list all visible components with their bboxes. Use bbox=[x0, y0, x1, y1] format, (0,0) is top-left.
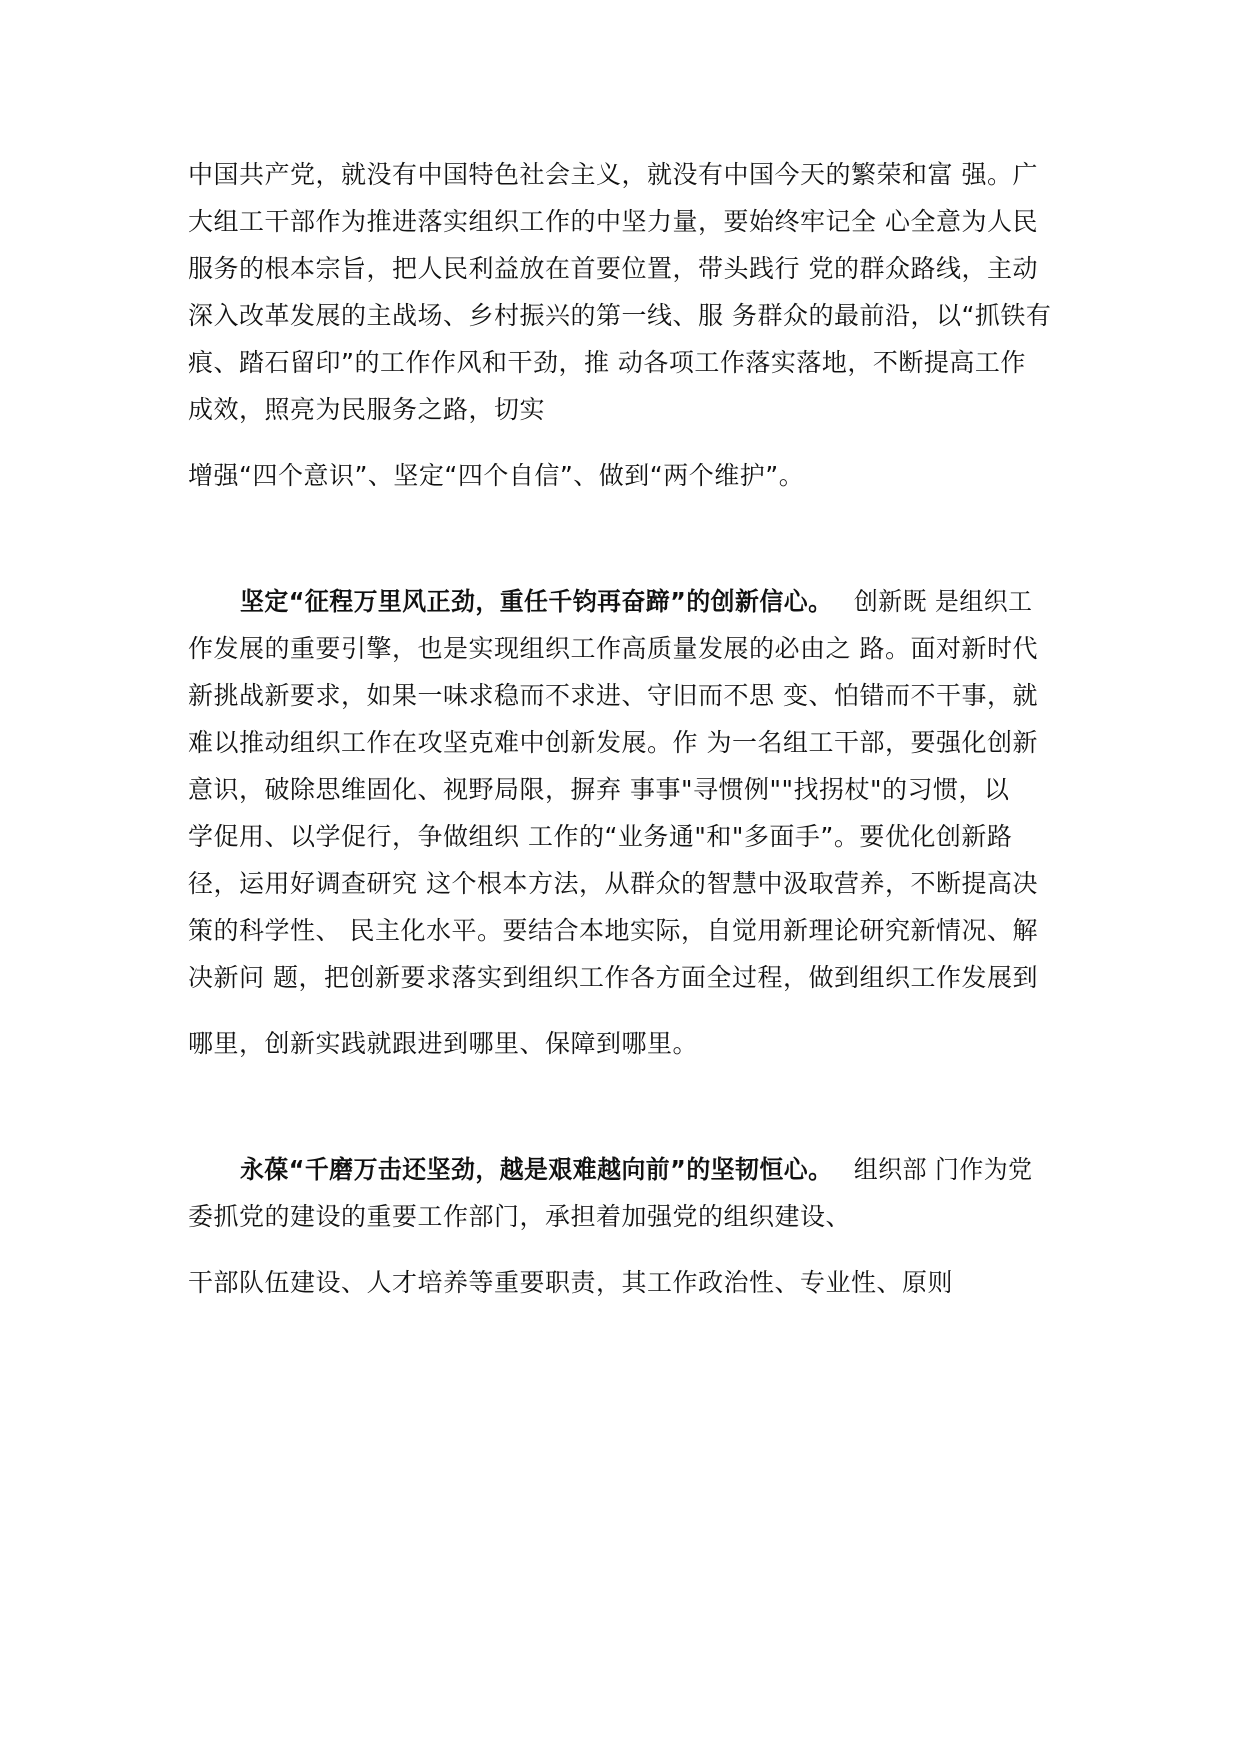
paragraph-2-line: 学促用、以学促行，争做组织 工作的“业务通"和"多面手”。要优化创新路 bbox=[188, 822, 1013, 851]
paragraph-2-line: 意识，破除思维固化、视野局限，摒弃 事事"寻惯例""找拐杖"的习惯，以 bbox=[188, 775, 1010, 804]
paragraph-2-line: 径，运用好调查研究 这个根本方法，从群众的智慧中汲取营养，不断提高决 bbox=[188, 869, 1038, 898]
paragraph-1-line: 中国共产党，就没有中国特色社会主义，就没有中国今天的繁荣和富 强。广 bbox=[188, 160, 1038, 189]
paragraph-2-first-rest: 创新既 是组织工 bbox=[853, 587, 1033, 616]
paragraph-2-first-line bbox=[240, 584, 1080, 620]
paragraph-2-line: 哪里，创新实践就跟进到哪里、保障到哪里。 bbox=[188, 1029, 699, 1058]
paragraph-3-first-line bbox=[240, 1152, 1080, 1188]
paragraph-2-heading: 坚定“征程万里风正劲，重任千钧再奋蹄”的创新信心。 bbox=[240, 587, 833, 616]
paragraph-1-line: 深入改革发展的主战场、乡村振兴的第一线、服 务群众的最前沿，以“抓铁有 bbox=[188, 301, 1052, 330]
paragraph-1-line: 服务的根本宗旨，把人民利益放在首要位置，带头践行 党的群众路线，主动 bbox=[188, 254, 1038, 283]
paragraph-3-line: 干部队伍建设、人才培养等重要职责，其工作政治性、专业性、原则 bbox=[188, 1268, 954, 1297]
paragraph-2-line: 策的科学性、 民主化水平。要结合本地实际，自觉用新理论研究新情况、解 bbox=[188, 916, 1038, 945]
paragraph-1-line: 增强“四个意识”、坚定“四个自信”、做到“两个维护”。 bbox=[188, 461, 805, 490]
paragraph-3-heading: 永葆“千磨万击还坚劲，越是艰难越向前”的坚韧恒心。 bbox=[240, 1155, 833, 1184]
paragraph-1-line: 大组工干部作为推进落实组织工作的中坚力量，要始终牢记全 心全意为人民 bbox=[188, 207, 1038, 236]
paragraph-2-line: 作发展的重要引擎，也是实现组织工作高质量发展的必由之 路。面对新时代 bbox=[188, 634, 1038, 663]
paragraph-3-line: 委抓党的建设的重要工作部门，承担着加强党的组织建设、 bbox=[188, 1202, 852, 1231]
paragraph-2-line: 难以推动组织工作在攻坚克难中创新发展。作 为一名组工干部，要强化创新 bbox=[188, 728, 1038, 757]
paragraph-3-first-rest: 组织部 门作为党 bbox=[853, 1155, 1033, 1184]
paragraph-1-line: 痕、踏石留印”的工作作风和干劲，推 动各项工作落实落地，不断提高工作 bbox=[188, 348, 1026, 377]
paragraph-1-line: 成效，照亮为民服务之路，切实 bbox=[188, 395, 546, 424]
paragraph-2-line: 决新问 题，把创新要求落实到组织工作各方面全过程，做到组织工作发展到 bbox=[188, 963, 1038, 992]
paragraph-2-line: 新挑战新要求，如果一味求稳而不求进、守旧而不思 变、怕错而不干事，就 bbox=[188, 681, 1038, 710]
